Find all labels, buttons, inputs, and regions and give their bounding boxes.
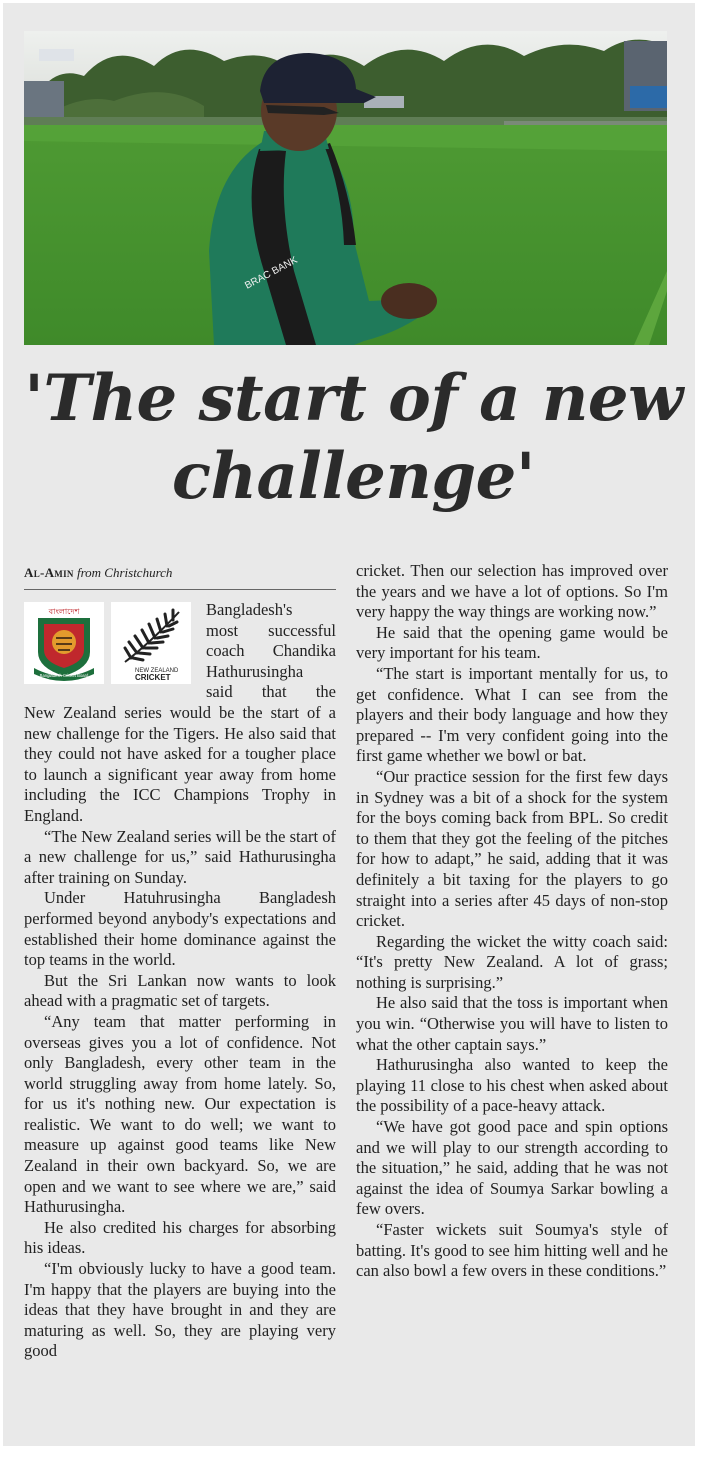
paragraph: Under Hatuhrusingha Bangladesh performed beyond anybody's expectations and established their home dominance against the top teams in the world. bbox=[24, 888, 336, 970]
intro-line: said that the bbox=[206, 682, 336, 702]
silver-fern-graphic bbox=[111, 602, 191, 684]
paragraph: He said that the opening game would be very important for his team. bbox=[356, 622, 668, 663]
byline-author: Al-Amin bbox=[24, 565, 74, 580]
paragraph: “Our practice session for the first few days in Sydney was a bit of a shock for the system for the boys coming back from BPL. So credit to them that they got the feeling of the pitches for how to adapt,” he said, adding that it was definitely a bit taxing for the players to go straight into a series after 45 days of non-stop cricket. bbox=[356, 766, 668, 931]
byline-location: from Christchurch bbox=[76, 565, 173, 580]
intro-line: Hathurusingha bbox=[206, 661, 304, 681]
paragraph: cricket. Then our selection has improved over the years and we have a lot of options. So I'm very happy the way things are working now.” bbox=[356, 561, 668, 622]
paragraph: “We have got good pace and spin options and we will play to our strength according to the situation,” he said, adding that he was not against the idea of Soumya Sarkar bowling a few overs. bbox=[356, 1117, 668, 1219]
paragraph: “The start is important mentally for us, to get confidence. What I can see from the players and their body language and how they prepared -- I'm very confident going into the first game whether we bowl or bat. bbox=[356, 663, 668, 766]
intro-line: Bangladesh's bbox=[206, 600, 293, 619]
nz-cricket-logo bbox=[111, 602, 191, 684]
paragraph: “The New Zealand series will be the start of a new challenge for us,” said Hathurusingha after training on Sunday. bbox=[24, 826, 336, 887]
byline-divider bbox=[24, 589, 336, 590]
paragraph: Regarding the wicket the witty coach said: “It's pretty New Zealand. A lot of grass; nothing is surprising.” bbox=[356, 931, 668, 992]
bcb-logo bbox=[24, 602, 104, 684]
nz-logo-text-2: CRICKET bbox=[135, 673, 171, 682]
paragraph: Hathurusingha also wanted to keep the playing 11 close to his chest when asked about the possibility of a pace-heavy attack. bbox=[356, 1055, 668, 1116]
paragraph: “Any team that matter performing in overseas gives you a lot of confidence. Not only Bangladesh, every other team in the world struggling away from home lately. So, for us it's nothing new. Our expectation is realistic. We want to do well; we want to measure up against good teams like New Zealand in their own backyard. So, we are open and we want to see where we are,” said Hathurusingha. bbox=[24, 1011, 336, 1217]
intro-line: most successful bbox=[206, 620, 336, 640]
paragraph: “Faster wickets suit Soumya's style of batting. It's good to see him hitting well and he can also bowl a few overs in these conditions.” bbox=[356, 1220, 668, 1281]
paragraph: But the Sri Lankan now wants to look ahead with a pragmatic set of targets. bbox=[24, 970, 336, 1011]
bcb-logo-bottom-text: Bangladesh Cricket Board bbox=[39, 673, 89, 678]
intro-wrap-text bbox=[206, 600, 336, 703]
bcb-logo-top-text: বাংলাদেশ bbox=[48, 607, 80, 616]
headline-line-2: challenge' bbox=[172, 439, 535, 514]
article-column-1 bbox=[24, 703, 336, 1362]
article-photo bbox=[24, 31, 667, 345]
headline-line-1: 'The start of a new bbox=[24, 361, 683, 436]
coach-photo-illustration bbox=[24, 31, 667, 345]
paragraph: New Zealand series would be the start of a new challenge for the Tigers. He also said that they could not have asked for a tougher place to launch a significant year away from home including the ICC Champions Trophy in England. bbox=[24, 703, 336, 825]
logos bbox=[24, 602, 194, 684]
headline bbox=[0, 360, 707, 516]
jersey-sponsor-text: BRAC BANK bbox=[243, 254, 300, 292]
paragraph: “I'm obviously lucky to have a good team. I'm happy that the players are buying into the ideas that they have brought in and they are maturing as well. So, they are playing very good bbox=[24, 1259, 336, 1361]
paragraph: He also said that the toss is important when you win. “Otherwise you will have to listen to what the other captain says.” bbox=[356, 993, 668, 1054]
intro-line: coach Chandika bbox=[206, 641, 336, 661]
bcb-logo-graphic bbox=[24, 602, 104, 684]
paragraph: He also credited his charges for absorbing his ideas. bbox=[24, 1217, 336, 1258]
article-column-2 bbox=[356, 561, 668, 1282]
nz-logo-text-1: NEW ZEALAND bbox=[135, 668, 179, 674]
byline bbox=[24, 565, 336, 581]
